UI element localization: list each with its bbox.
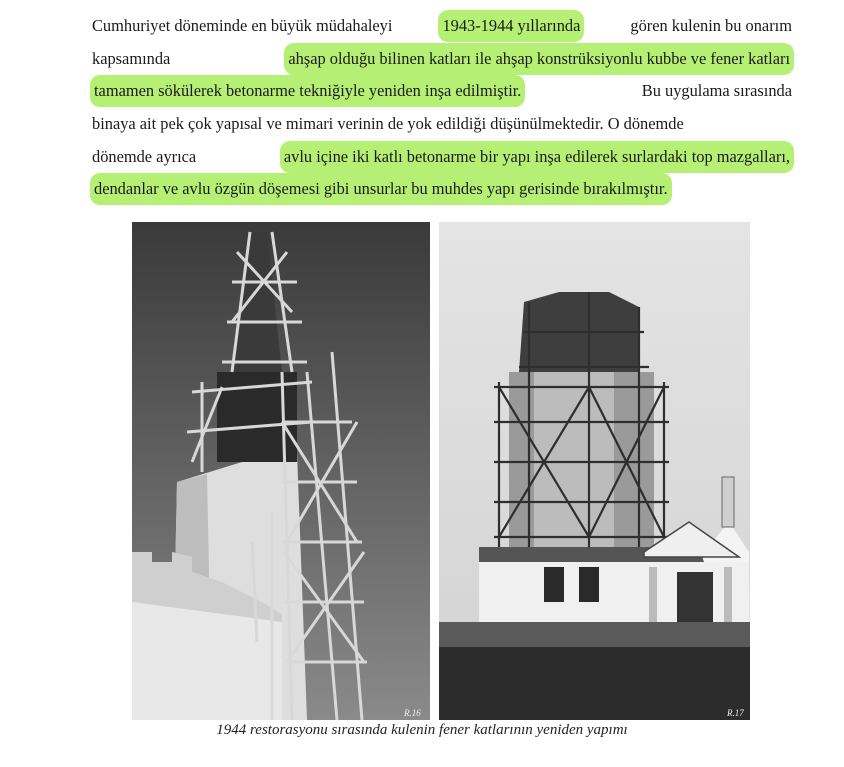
text-line [92, 43, 792, 76]
highlighted-text: ahşap olduğu bilinen katları ile ahşap konstrüksiyonlu kubbe ve fener katları [284, 43, 794, 75]
tower-scaffolding-photo-right [439, 222, 750, 720]
text-segment: Bu uygulama sırasında [637, 81, 792, 101]
highlighted-text: tamamen sökülerek betonarme tekniğiyle yeniden inşa edilmiştir. [90, 75, 525, 107]
highlighted-text: 1943-1944 yıllarında [438, 10, 584, 42]
tower-scaffolding-photo-left [132, 222, 430, 720]
text-segment: Cumhuriyet döneminde en büyük müdahaleyi [92, 16, 397, 36]
text-segment: dönemde ayrıca [92, 146, 201, 166]
text-segment: binaya ait pek çok yapısal ve mimari verinin de yok edildiği düşünülmektedir. O dönemde [92, 114, 684, 134]
photo-right [439, 222, 750, 720]
highlighted-text: avlu içine iki katlı betonarme bir yapı inşa edilerek surlardaki top mazgalları, [280, 141, 794, 173]
photo-left-label: R.16 [404, 708, 421, 718]
body-paragraph [92, 10, 792, 206]
text-line [92, 75, 792, 108]
photo-left [132, 222, 430, 720]
text-segment: kapsamında [92, 48, 175, 68]
text-line [92, 173, 792, 206]
figure-caption: 1944 restorasyonu sırasında kulenin fener katlarının yeniden yapımı [216, 722, 628, 738]
text-line [92, 10, 792, 43]
text-segment: gören kulenin bu onarım [626, 16, 792, 36]
text-line [92, 140, 792, 173]
text-line [92, 108, 792, 141]
highlighted-text: dendanlar ve avlu özgün döşemesi gibi unsurlar bu muhdes yapı gerisinde bırakılmıştır. [90, 173, 672, 205]
photo-right-label: R.17 [727, 708, 744, 718]
